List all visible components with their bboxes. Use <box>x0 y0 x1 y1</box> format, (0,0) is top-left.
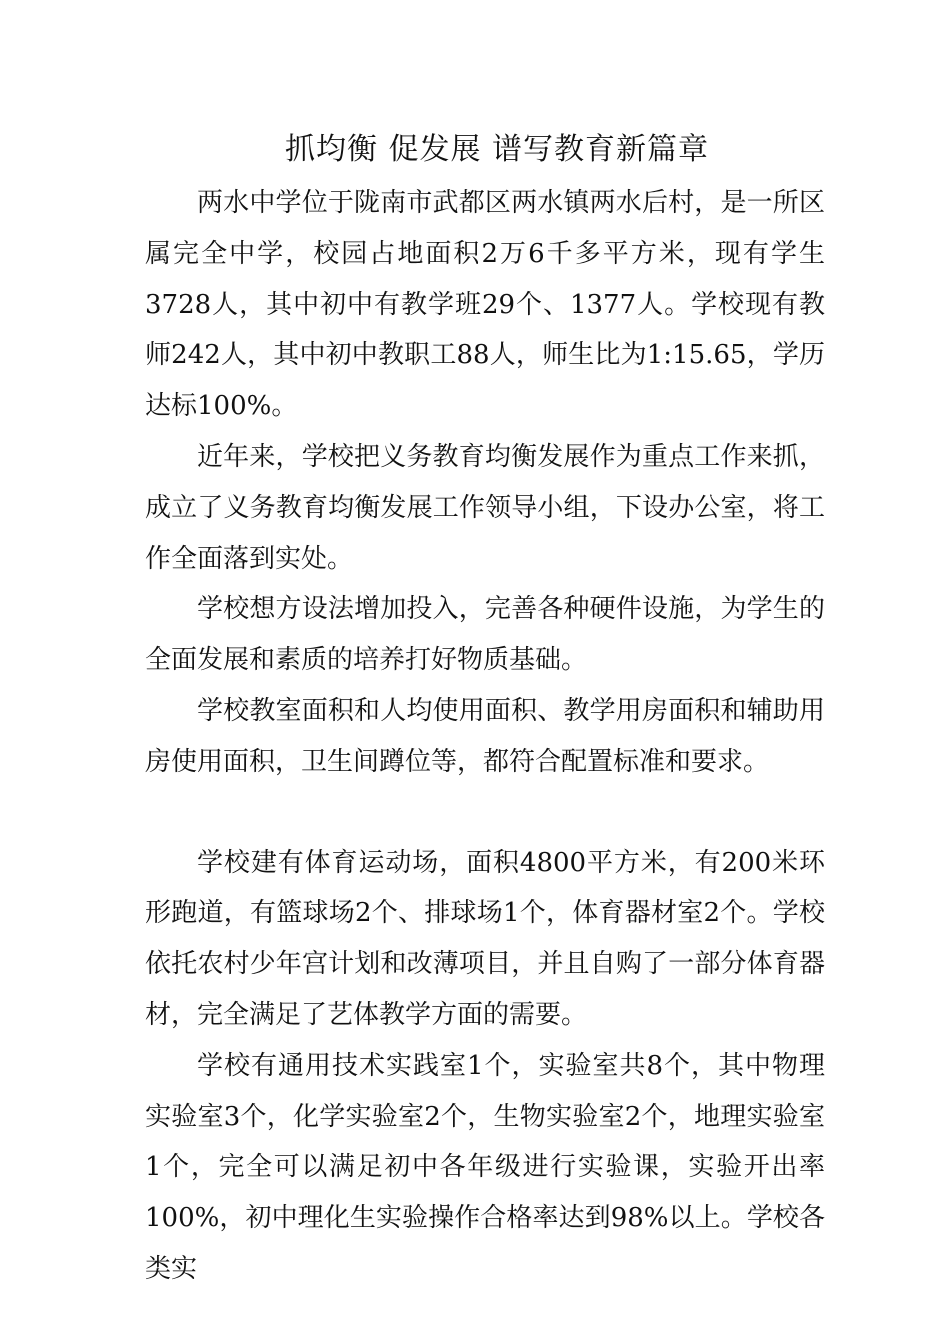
paragraph-balanced-development: 近年来，学校把义务教育均衡发展作为重点工作来抓，成立了义务教育均衡发展工作领导小组，下设办公室，将工作全面落到实处。 <box>145 441 825 574</box>
paragraph-laboratories: 学校有通用技术实践室1个，实验室共8个，其中物理实验室3个，化学实验室2个，生物实验室2个，地理实验室1个，完全可以满足初中各年级进行实验课，实验开出率100%，初中理化生实验操作合格率达到98%以上。学校各类实 <box>145 1050 825 1284</box>
paragraph-sports-facilities: 学校建有体育运动场，面积4800平方米，有200米环形跑道，有篮球场2个、排球场1个，体育器材室2个。学校依托农村少年宫计划和改薄项目，并且自购了一部分体育器材，完全满足了艺体教学方面的需要。 <box>145 847 825 1030</box>
paragraph-classroom-area: 学校教室面积和人均使用面积、教学用房面积和辅助用房使用面积，卫生间蹲位等，都符合配置标准和要求。 <box>145 695 825 777</box>
paragraph-investment: 学校想方设法增加投入，完善各种硬件设施，为学生的全面发展和素质的培养打好物质基础。 <box>145 594 825 676</box>
document-title: 抓均衡 促发展 谱写教育新篇章 <box>284 132 710 167</box>
document-body <box>145 178 825 1295</box>
paragraph-school-overview: 两水中学位于陇南市武都区两水镇两水后村，是一所区属完全中学，校园占地面积2万6千多平方米，现有学生3728人，其中初中有教学班29个、1377人。学校现有教师242人，其中初中教职工88人，师生比为1:15.65，学历达标100%。 <box>145 188 825 422</box>
